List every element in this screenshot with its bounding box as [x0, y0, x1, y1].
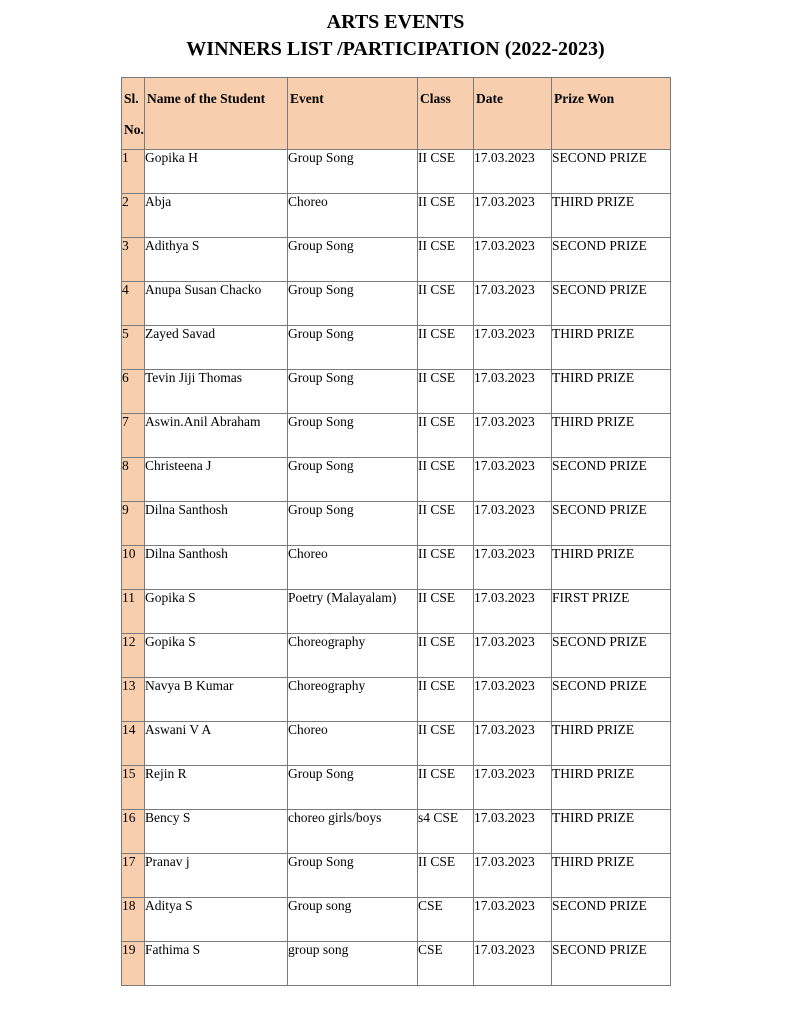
- cell-student-name: Gopika S: [145, 590, 288, 634]
- cell-class: II CSE: [418, 194, 474, 238]
- cell-date: 17.03.2023: [474, 898, 552, 942]
- table-row: [122, 282, 671, 326]
- table-row: [122, 854, 671, 898]
- cell-sl-no: 8: [122, 458, 145, 502]
- cell-date: 17.03.2023: [474, 458, 552, 502]
- cell-class: II CSE: [418, 238, 474, 282]
- cell-student-name: Gopika H: [145, 150, 288, 194]
- cell-date: 17.03.2023: [474, 150, 552, 194]
- cell-event: Group Song: [288, 502, 418, 546]
- table-header-row: [122, 78, 671, 150]
- cell-prize: THIRD PRIZE: [552, 414, 671, 458]
- table-row: [122, 326, 671, 370]
- cell-date: 17.03.2023: [474, 282, 552, 326]
- cell-sl-no: 5: [122, 326, 145, 370]
- cell-event: Group Song: [288, 370, 418, 414]
- cell-student-name: Anupa Susan Chacko: [145, 282, 288, 326]
- cell-class: II CSE: [418, 634, 474, 678]
- header-sl-line2: No.: [124, 122, 144, 137]
- cell-student-name: Rejin R: [145, 766, 288, 810]
- cell-student-name: Bency S: [145, 810, 288, 854]
- cell-class: II CSE: [418, 282, 474, 326]
- cell-date: 17.03.2023: [474, 370, 552, 414]
- cell-class: II CSE: [418, 458, 474, 502]
- cell-event: Group song: [288, 898, 418, 942]
- cell-student-name: Aswani V A: [145, 722, 288, 766]
- cell-date: 17.03.2023: [474, 590, 552, 634]
- cell-prize: THIRD PRIZE: [552, 326, 671, 370]
- cell-event: Choreography: [288, 634, 418, 678]
- cell-sl-no: 2: [122, 194, 145, 238]
- table-row: [122, 414, 671, 458]
- table-row: [122, 238, 671, 282]
- cell-date: 17.03.2023: [474, 502, 552, 546]
- cell-sl-no: 1: [122, 150, 145, 194]
- table-row: [122, 766, 671, 810]
- cell-date: 17.03.2023: [474, 766, 552, 810]
- table-row: [122, 458, 671, 502]
- cell-sl-no: 19: [122, 942, 145, 986]
- cell-event: Group Song: [288, 458, 418, 502]
- cell-class: II CSE: [418, 590, 474, 634]
- cell-prize: THIRD PRIZE: [552, 810, 671, 854]
- cell-class: II CSE: [418, 414, 474, 458]
- cell-student-name: Christeena J: [145, 458, 288, 502]
- cell-prize: SECOND PRIZE: [552, 502, 671, 546]
- table-row: [122, 942, 671, 986]
- cell-date: 17.03.2023: [474, 722, 552, 766]
- cell-class: CSE: [418, 942, 474, 986]
- cell-event: Group Song: [288, 150, 418, 194]
- cell-prize: SECOND PRIZE: [552, 150, 671, 194]
- cell-class: s4 CSE: [418, 810, 474, 854]
- cell-date: 17.03.2023: [474, 238, 552, 282]
- table-row: [122, 370, 671, 414]
- cell-sl-no: 18: [122, 898, 145, 942]
- header-name: Name of the Student: [145, 78, 288, 150]
- cell-event: Choreo: [288, 722, 418, 766]
- cell-event: Group Song: [288, 238, 418, 282]
- cell-class: II CSE: [418, 150, 474, 194]
- cell-student-name: Navya B Kumar: [145, 678, 288, 722]
- cell-class: II CSE: [418, 546, 474, 590]
- cell-prize: THIRD PRIZE: [552, 766, 671, 810]
- cell-sl-no: 6: [122, 370, 145, 414]
- cell-date: 17.03.2023: [474, 810, 552, 854]
- cell-student-name: Adithya S: [145, 238, 288, 282]
- cell-date: 17.03.2023: [474, 546, 552, 590]
- cell-event: Choreo: [288, 194, 418, 238]
- cell-sl-no: 16: [122, 810, 145, 854]
- cell-student-name: Fathima S: [145, 942, 288, 986]
- cell-prize: SECOND PRIZE: [552, 898, 671, 942]
- cell-sl-no: 3: [122, 238, 145, 282]
- cell-prize: THIRD PRIZE: [552, 546, 671, 590]
- cell-prize: THIRD PRIZE: [552, 854, 671, 898]
- cell-sl-no: 17: [122, 854, 145, 898]
- table-row: [122, 634, 671, 678]
- cell-sl-no: 15: [122, 766, 145, 810]
- cell-prize: THIRD PRIZE: [552, 194, 671, 238]
- table-row: [122, 150, 671, 194]
- cell-date: 17.03.2023: [474, 414, 552, 458]
- cell-event: Choreography: [288, 678, 418, 722]
- cell-class: II CSE: [418, 722, 474, 766]
- cell-event: Group Song: [288, 326, 418, 370]
- cell-class: CSE: [418, 898, 474, 942]
- cell-date: 17.03.2023: [474, 634, 552, 678]
- cell-sl-no: 7: [122, 414, 145, 458]
- table-row: [122, 722, 671, 766]
- header-event: Event: [288, 78, 418, 150]
- cell-class: II CSE: [418, 326, 474, 370]
- cell-student-name: Dilna Santhosh: [145, 502, 288, 546]
- cell-class: II CSE: [418, 766, 474, 810]
- table-row: [122, 590, 671, 634]
- cell-event: Poetry (Malayalam): [288, 590, 418, 634]
- header-sl-line1: Sl.: [124, 91, 139, 106]
- cell-event: Group Song: [288, 414, 418, 458]
- cell-prize: THIRD PRIZE: [552, 370, 671, 414]
- cell-date: 17.03.2023: [474, 854, 552, 898]
- cell-date: 17.03.2023: [474, 326, 552, 370]
- cell-event: Group Song: [288, 854, 418, 898]
- cell-class: II CSE: [418, 370, 474, 414]
- document-subtitle: WINNERS LIST /PARTICIPATION (2022-2023): [186, 38, 605, 60]
- document-title: ARTS EVENTS: [326, 11, 465, 33]
- cell-event: Group Song: [288, 282, 418, 326]
- table-row: [122, 898, 671, 942]
- cell-event: Choreo: [288, 546, 418, 590]
- table-body: [122, 150, 671, 986]
- cell-student-name: Aswin.Anil Abraham: [145, 414, 288, 458]
- cell-date: 17.03.2023: [474, 194, 552, 238]
- cell-date: 17.03.2023: [474, 678, 552, 722]
- cell-event: group song: [288, 942, 418, 986]
- cell-date: 17.03.2023: [474, 942, 552, 986]
- header-class: Class: [418, 78, 474, 150]
- cell-prize: SECOND PRIZE: [552, 282, 671, 326]
- cell-prize: SECOND PRIZE: [552, 678, 671, 722]
- table-row: [122, 678, 671, 722]
- cell-student-name: Zayed Savad: [145, 326, 288, 370]
- cell-student-name: Pranav j: [145, 854, 288, 898]
- cell-sl-no: 10: [122, 546, 145, 590]
- cell-sl-no: 14: [122, 722, 145, 766]
- cell-prize: SECOND PRIZE: [552, 238, 671, 282]
- table-row: [122, 546, 671, 590]
- cell-student-name: Tevin Jiji Thomas: [145, 370, 288, 414]
- cell-prize: THIRD PRIZE: [552, 722, 671, 766]
- table-row: [122, 810, 671, 854]
- cell-sl-no: 9: [122, 502, 145, 546]
- cell-student-name: Abja: [145, 194, 288, 238]
- table-row: [122, 502, 671, 546]
- cell-class: II CSE: [418, 502, 474, 546]
- header-date: Date: [474, 78, 552, 150]
- cell-prize: SECOND PRIZE: [552, 458, 671, 502]
- cell-student-name: Aditya S: [145, 898, 288, 942]
- header-sl-no: [122, 78, 145, 150]
- cell-sl-no: 12: [122, 634, 145, 678]
- cell-sl-no: 4: [122, 282, 145, 326]
- cell-event: Group Song: [288, 766, 418, 810]
- table-row: [122, 194, 671, 238]
- cell-class: II CSE: [418, 854, 474, 898]
- cell-student-name: Dilna Santhosh: [145, 546, 288, 590]
- cell-sl-no: 13: [122, 678, 145, 722]
- header-prize: Prize Won: [552, 78, 671, 150]
- cell-event: choreo girls/boys: [288, 810, 418, 854]
- cell-student-name: Gopika S: [145, 634, 288, 678]
- winners-table: [121, 77, 671, 986]
- cell-prize: FIRST PRIZE: [552, 590, 671, 634]
- cell-prize: SECOND PRIZE: [552, 942, 671, 986]
- cell-prize: SECOND PRIZE: [552, 634, 671, 678]
- cell-sl-no: 11: [122, 590, 145, 634]
- cell-class: II CSE: [418, 678, 474, 722]
